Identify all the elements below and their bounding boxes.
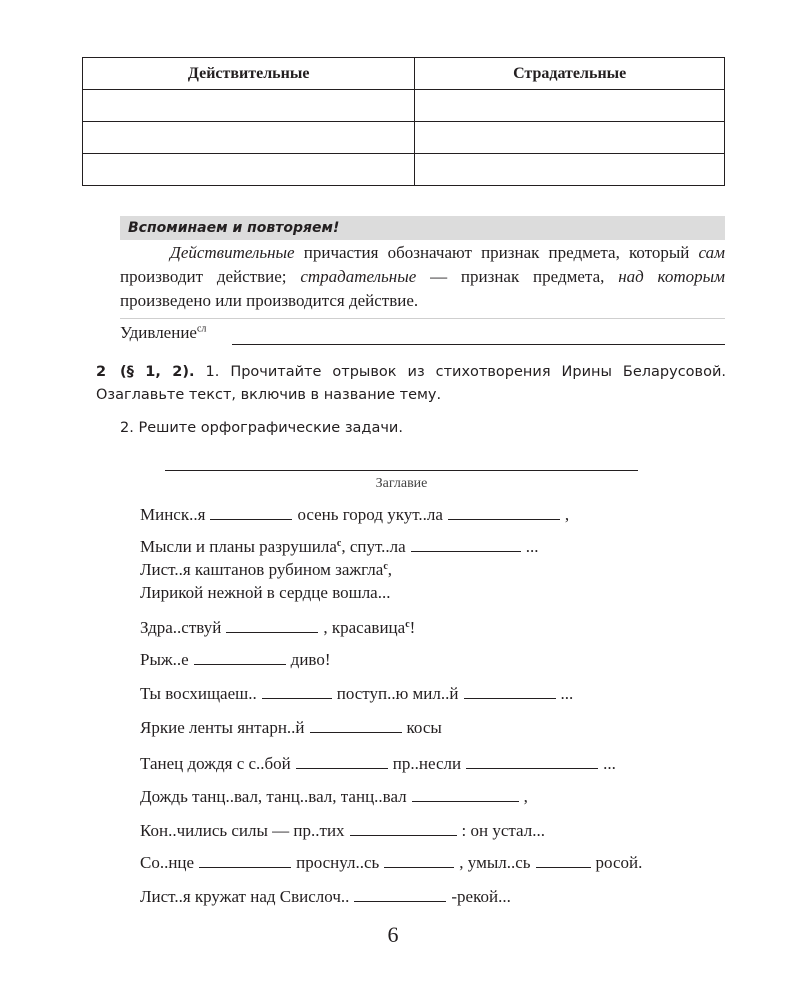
task-item-1: 1. Прочитайте отрывок из стихотворения Ирины Беларусовой. Озаглавьте текст, включив в название тему. [96,364,726,403]
poem-text: осень город укут..ла [297,505,443,524]
fill-in-blank[interactable] [384,853,454,868]
poem-line [140,684,573,704]
answer-cell[interactable] [83,90,415,122]
poem-line [140,650,331,670]
poem-text: , умыл..сь [459,853,531,872]
table-row [83,90,725,122]
task-ref: (§ 1, 2). [120,364,195,380]
reminder-rule [120,241,725,313]
emphasis-text: сам [698,243,725,262]
fill-in-blank[interactable] [448,505,560,520]
poem-text: косы [406,718,442,737]
poem-text: ... [560,684,574,703]
poem-text: диво! [290,650,331,669]
poem-text: поступ..ю мил..й [336,684,459,703]
poem-text: Мысли и планы разрушила [140,537,337,556]
task-number: 2 [96,364,107,380]
fill-in-blank[interactable] [412,787,519,802]
poem-line [140,618,415,638]
poem-text: Со..нце [140,853,195,872]
poem-text: Яркие ленты янтарн..й [140,718,305,737]
answer-cell[interactable] [415,122,725,154]
column-header-passive: Страдательные [415,58,725,90]
rule-text-part: — признак предмета, [416,267,619,286]
vocab-answer-line[interactable] [232,344,725,345]
poem-text: , [523,787,528,806]
stress-mark: с [405,619,410,630]
poem-text: пр..несли [392,754,462,773]
rule-text-part: произведено или производится действие. [120,291,419,310]
vocab-word [120,322,206,344]
stress-mark: с [383,561,388,572]
poem-text: Танец дождя с с..бой [140,754,291,773]
poem-line [140,560,392,580]
answer-cell[interactable] [415,90,725,122]
poem-text: ... [525,537,539,556]
title-answer-line[interactable] [165,470,638,471]
fill-in-blank[interactable] [194,650,286,665]
task-2 [96,361,726,440]
poem-text: , красавица [323,618,406,637]
reminder-title: Вспоминаем и повторяем! [128,220,340,236]
poem-line [140,887,511,907]
fill-in-blank[interactable] [226,618,318,633]
fill-in-blank[interactable] [466,754,598,769]
fill-in-blank[interactable] [411,537,521,552]
poem-text: -рекой... [451,887,511,906]
answer-cell[interactable] [83,122,415,154]
poem-line [140,537,538,557]
fill-in-blank[interactable] [350,821,457,836]
stress-mark: с [336,538,342,549]
rule-text [120,241,725,313]
poem-text: Лист..я кружат над Свислоч.. [140,887,350,906]
answer-cell[interactable] [415,154,725,186]
poem-text: Здра..ствуй [140,618,222,637]
page-number: 6 [387,922,399,947]
poem-text: Кон..чились силы — пр..тих [140,821,345,840]
fill-in-blank[interactable] [210,505,292,520]
emphasis-text: над которым [618,267,725,286]
vocab-word-mark: сл [196,323,207,335]
fill-in-blank[interactable] [464,684,556,699]
poem-text: : он устал... [461,821,545,840]
poem-line [140,754,616,774]
poem-line [140,853,642,873]
poem-text: , [564,505,570,524]
poem-line [140,505,569,525]
title-caption: Заглавие [375,476,428,491]
poem-text: росой. [595,853,643,872]
reminder-heading [120,216,725,240]
poem-text: Ты восхищаеш.. [140,684,257,703]
poem-line [140,718,442,738]
vocab-word-text: Удивление [120,323,197,342]
fill-in-blank[interactable] [296,754,388,769]
emphasis-text: Действительные [170,243,295,262]
poem-text: Лист..я каштанов рубином зажгла [140,560,384,579]
column-header-active: Действительные [83,58,415,90]
poem-text: Рыж..е [140,650,189,669]
fill-in-blank[interactable] [262,684,332,699]
poem-text: Лирикой нежной в сердце вошла... [140,583,391,602]
fill-in-blank[interactable] [310,718,402,733]
poem-text: ! [409,618,416,637]
divider [120,318,725,319]
fill-in-blank[interactable] [354,887,446,902]
poem-line [140,821,545,841]
fill-in-blank[interactable] [199,853,291,868]
poem-text: , спут..ла [341,537,406,556]
poem-text: ... [603,754,616,773]
poem-line [140,583,390,603]
poem-text: Минск..я [140,505,206,524]
poem-line [140,787,528,807]
emphasis-text: страдательные [300,267,417,286]
participles-table [82,57,725,186]
poem-text: проснул..сь [296,853,380,872]
fill-in-blank[interactable] [536,853,591,868]
rule-text-part: производит действие; [120,267,301,286]
rule-text-part: причастия обозначают признак предмета, который [294,243,699,262]
table-row [83,122,725,154]
answer-cell[interactable] [83,154,415,186]
poem-text: , [387,560,393,579]
task-item-2: 2. Решите орфографические задачи. [120,420,403,436]
poem-text: Дождь танц..вал, танц..вал, танц..вал [140,787,407,806]
table-row [83,154,725,186]
